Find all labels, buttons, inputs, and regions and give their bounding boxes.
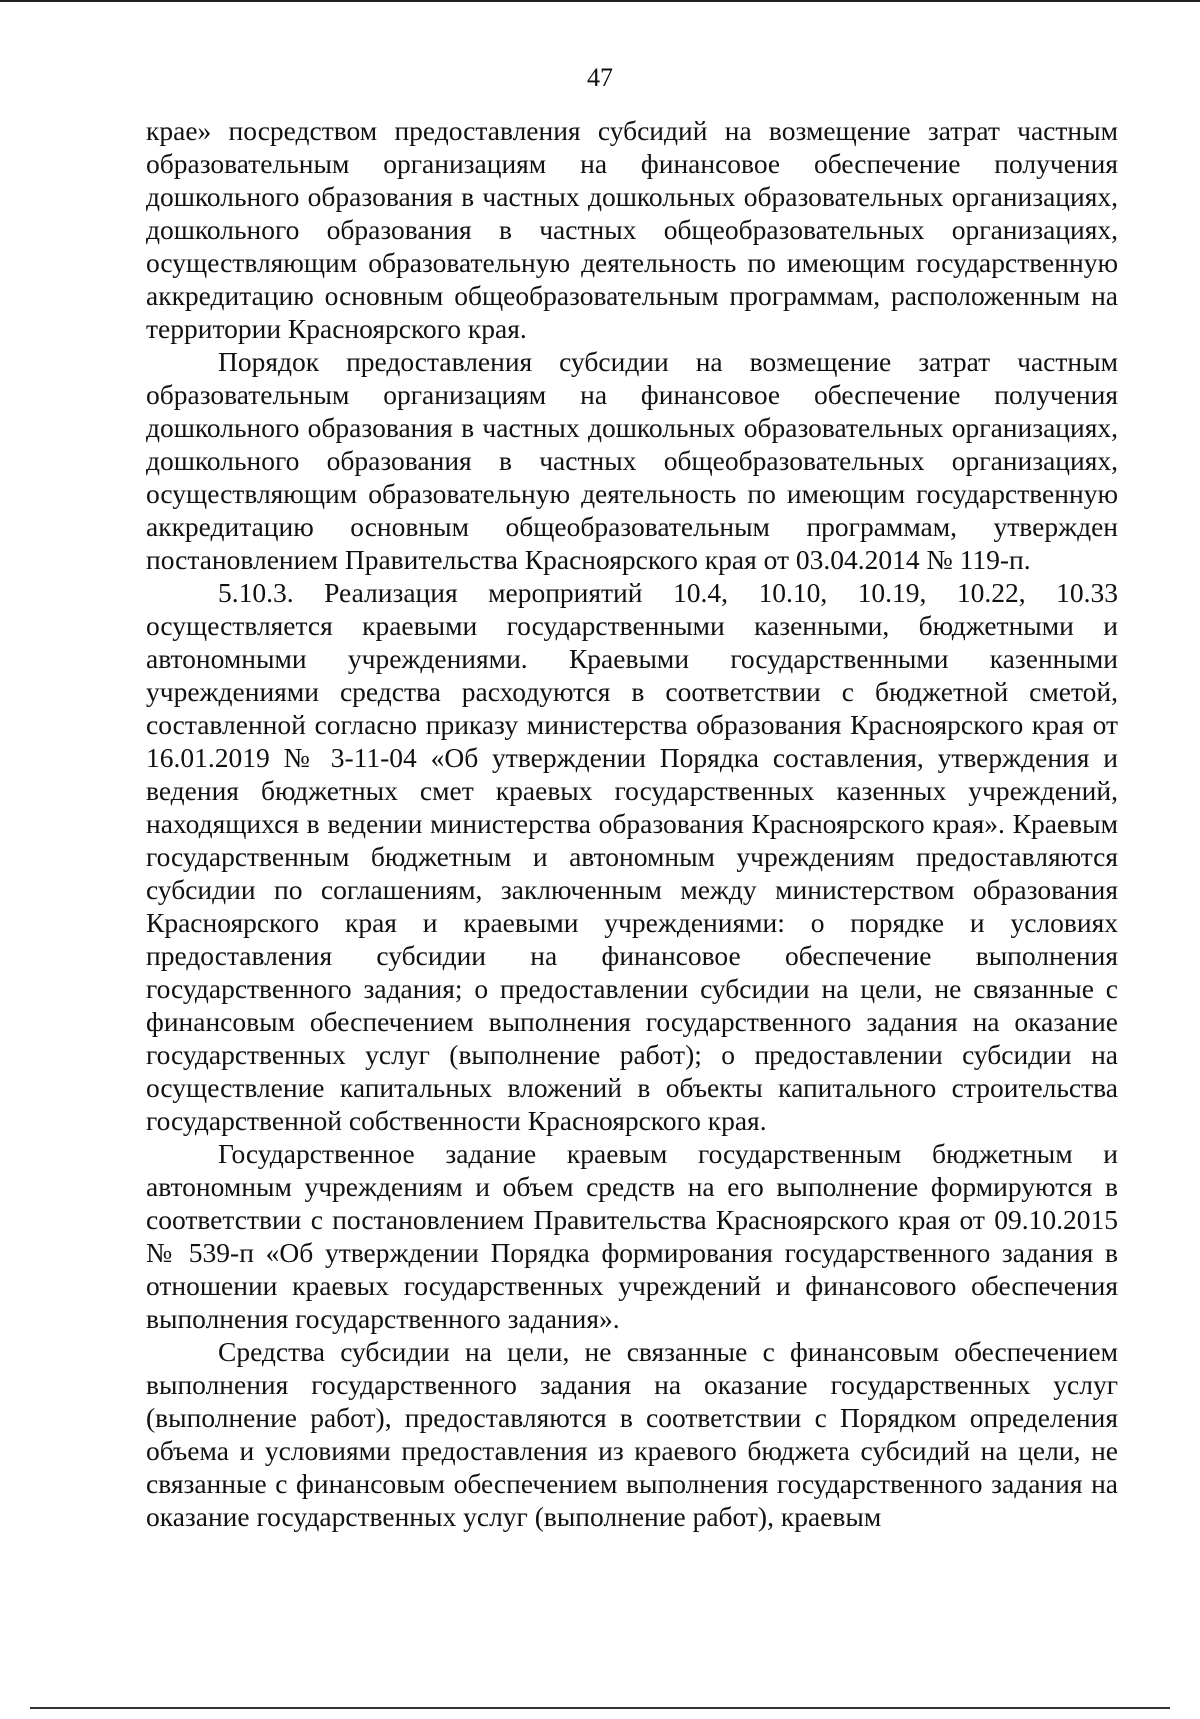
paragraph-4: Государственное задание краевым государственным бюджетным и автономным учреждениям и объем средств на его выполнение формируются в соответствии с постановлением Правительства Красноярского края от 09.10.2015 № 539-п «Об утверждении Порядка формирования государственного задания в отношении краевых государственных учреждений и финансового обеспечения выполнения государственного задания».	[146, 1138, 1118, 1334]
paragraph-5: Средства субсидии на цели, не связанные с финансовым обеспечением выполнения государственного задания на оказание государственных услуг (выполнение работ), предоставляются в соответствии с Порядком определения объема и условиями предоставления из краевого бюджета субсидий на цели, не связанные с финансовым обеспечением выполнения государственного задания на оказание государственных услуг (выполнение работ), краевым	[146, 1336, 1118, 1532]
paragraph-3: 5.10.3. Реализация мероприятий 10.4, 10.10, 10.19, 10.22, 10.33 осуществляется краевыми государственными казенными, бюджетными и автономными учреждениями. Краевыми государственными казенными учреждениями средства расходуются в соответствии с бюджетной сметой, составленной согласно приказу министерства образования Красноярского края от 16.01.2019 № 3-11-04 «Об утверждении Порядка составления, утверждения и ведения бюджетных смет краевых государственных казенных учреждений, находящихся в ведении министерства образования Красноярского края». Краевым государственным бюджетным и автономным учреждениям предоставляются субсидии по соглашениям, заключенным между министерством образования Красноярского края и краевыми учреждениями: о порядке и условиях предоставления субсидии на финансовое обеспечение выполнения государственного задания; о предоставлении субсидии на цели, не связанные с финансовым обеспечением выполнения государственного задания на оказание государственных услуг (выполнение работ); о предоставлении субсидии на осуществление капитальных вложений в объекты капитального строительства государственной собственности Красноярского края.	[146, 577, 1118, 1136]
page-number: 47	[587, 63, 613, 92]
document-body	[146, 114, 1118, 1533]
bottom-scan-edge	[30, 1707, 1170, 1709]
paragraph-1: крае» посредством предоставления субсидий на возмещение затрат частным образовательным организациям на финансовое обеспечение получения дошкольного образования в частных дошкольных образовательных организациях, дошкольного образования в частных общеобразовательных организациях, осуществляющим образовательную деятельность по имеющим государственную аккредитацию основным общеобразовательным программам, расположенным на территории Красноярского края.	[146, 115, 1118, 344]
paragraph-2: Порядок предоставления субсидии на возмещение затрат частным образовательным организациям на финансовое обеспечение получения дошкольного образования в частных дошкольных образовательных организациях, дошкольного образования в частных общеобразовательных организациях, осуществляющим образовательную деятельность по имеющим государственную аккредитацию основным общеобразовательным программам, утвержден постановлением Правительства Красноярского края от 03.04.2014 № 119-п.	[146, 346, 1118, 575]
top-scan-edge	[0, 0, 1200, 2]
